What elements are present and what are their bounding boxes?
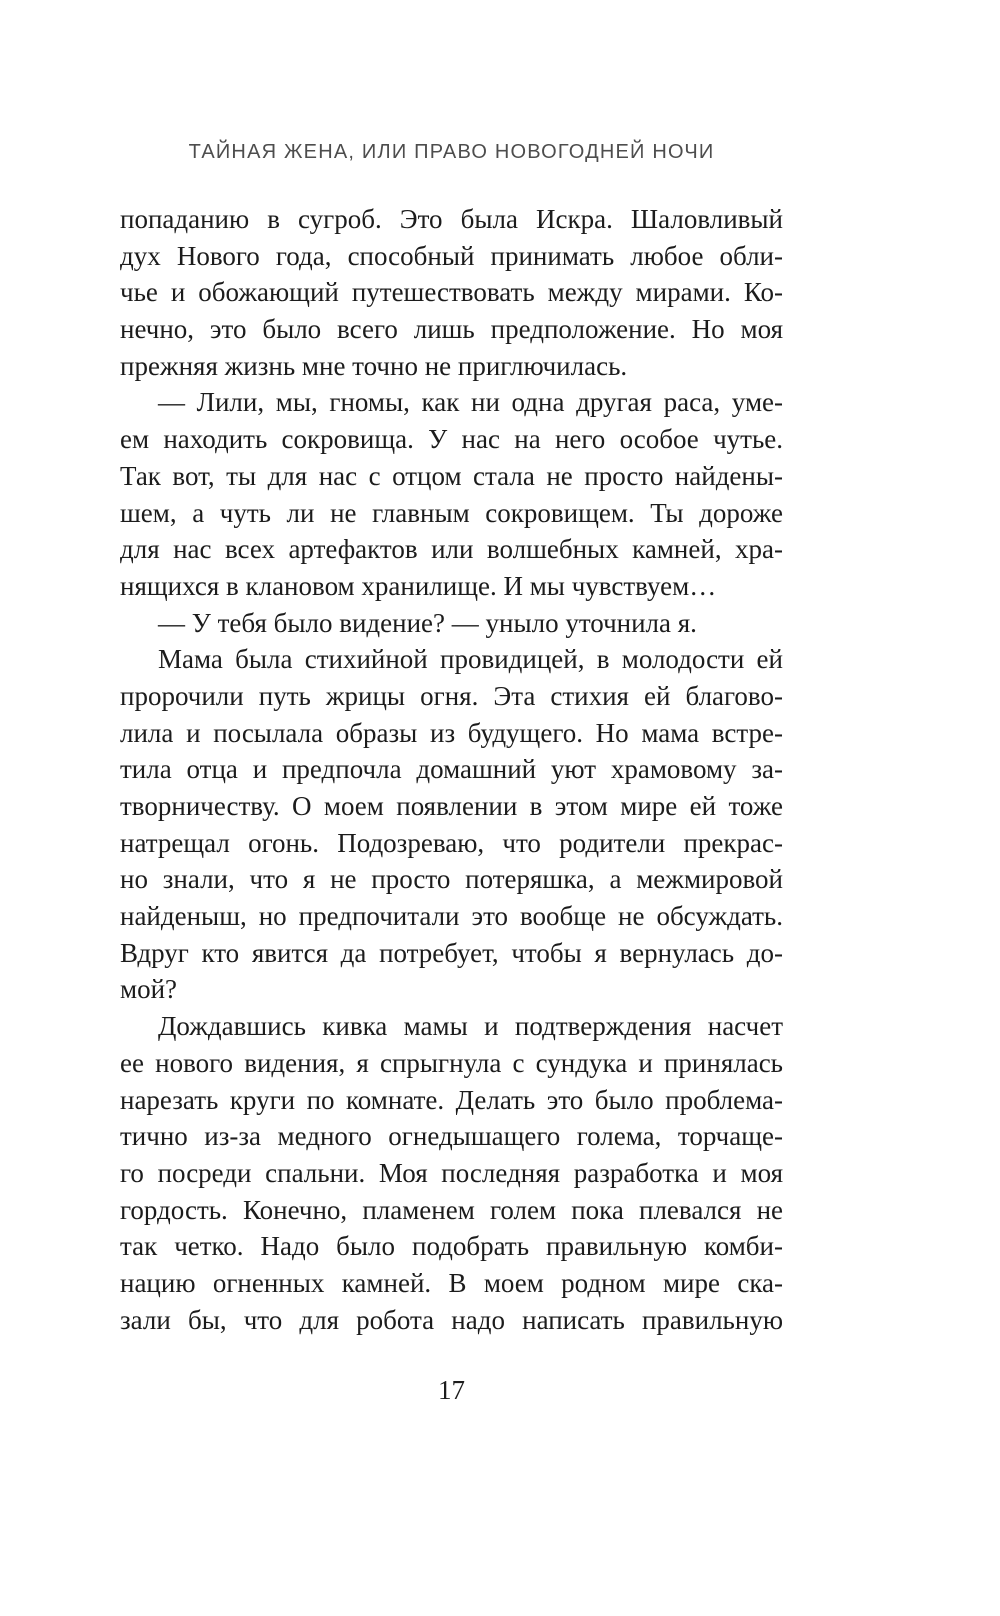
text-line: — Лили, мы, гномы, как ни одна другая раса, уме- bbox=[158, 387, 783, 418]
text-line: го посреди спальни. Моя последняя разработка и моя bbox=[120, 1157, 783, 1188]
text-line: Так вот, ты для нас с отцом стала не просто найдены- bbox=[120, 460, 783, 491]
text-line: ее нового видения, я спрыгнула с сундука и принялась bbox=[120, 1047, 783, 1078]
paragraph bbox=[120, 384, 783, 604]
text-line: найденыш, но предпочитали это вообще не обсуждать. bbox=[120, 901, 783, 932]
text-line: ем находить сокровища. У нас на него особое чутье. bbox=[120, 424, 783, 455]
text-line: для нас всех артефактов или волшебных камней, хра- bbox=[120, 534, 783, 565]
text-line: дух Нового года, способный принимать любое обли- bbox=[120, 240, 783, 271]
body-text bbox=[120, 201, 783, 1338]
text-line: шем, а чуть ли не главным сокровищем. Ты дороже bbox=[120, 497, 783, 528]
text-line: зали бы, что для робота надо написать правильную bbox=[120, 1304, 783, 1335]
text-line: — У тебя было видение? — уныло уточнила я. bbox=[158, 607, 697, 638]
paragraph bbox=[120, 605, 783, 642]
text-line: Вдруг кто явится да потребует, чтобы я вернулась до- bbox=[120, 937, 783, 968]
page-number: 17 bbox=[438, 1375, 465, 1405]
text-line: пророчили путь жрицы огня. Эта стихия ей благово- bbox=[120, 680, 783, 711]
text-line: так четко. Надо было подобрать правильную комби- bbox=[120, 1231, 783, 1262]
text-line: но знали, что я не просто потеряшка, а межмировой bbox=[120, 864, 783, 895]
running-header: ТАЙНАЯ ЖЕНА, ИЛИ ПРАВО НОВОГОДНЕЙ НОЧИ bbox=[188, 141, 715, 163]
text-line: мой? bbox=[120, 974, 178, 1005]
text-line: Дождавшись кивка мамы и подтверждения насчет bbox=[158, 1011, 783, 1042]
text-line: творничеству. О моем появлении в этом мире ей тоже bbox=[120, 791, 783, 821]
text-line: натрещал огонь. Подозреваю, что родители прекрас- bbox=[120, 827, 783, 858]
paragraph bbox=[120, 641, 783, 1008]
text-line: нящихся в клановом хранилище. И мы чувствуем… bbox=[120, 570, 717, 601]
text-line: прежняя жизнь мне точно не приглючилась. bbox=[120, 350, 628, 381]
text-line: тила отца и предпочла домашний уют храмовому за- bbox=[120, 754, 783, 785]
paragraph bbox=[120, 1008, 783, 1338]
paragraph bbox=[120, 201, 783, 384]
text-line: Мама была стихийной провидицей, в молодости ей bbox=[158, 644, 783, 675]
text-line: лила и посылала образы из будущего. Но мама встре- bbox=[120, 717, 783, 748]
text-line: нарезать круги по комнате. Делать это было проблема- bbox=[120, 1084, 783, 1115]
text-line: нацию огненных камней. В моем родном мире ска- bbox=[120, 1267, 783, 1298]
text-line: попаданию в сугроб. Это была Искра. Шаловливый bbox=[120, 204, 783, 234]
text-line: чье и обожающий путешествовать между мирами. Ко- bbox=[120, 277, 783, 308]
text-line: тично из-за медного огнедышащего голема, торчаще- bbox=[120, 1121, 783, 1152]
text-line: гордость. Конечно, пламенем голем пока плевался не bbox=[120, 1194, 783, 1225]
text-line: нечно, это было всего лишь предположение. Но моя bbox=[120, 314, 783, 345]
